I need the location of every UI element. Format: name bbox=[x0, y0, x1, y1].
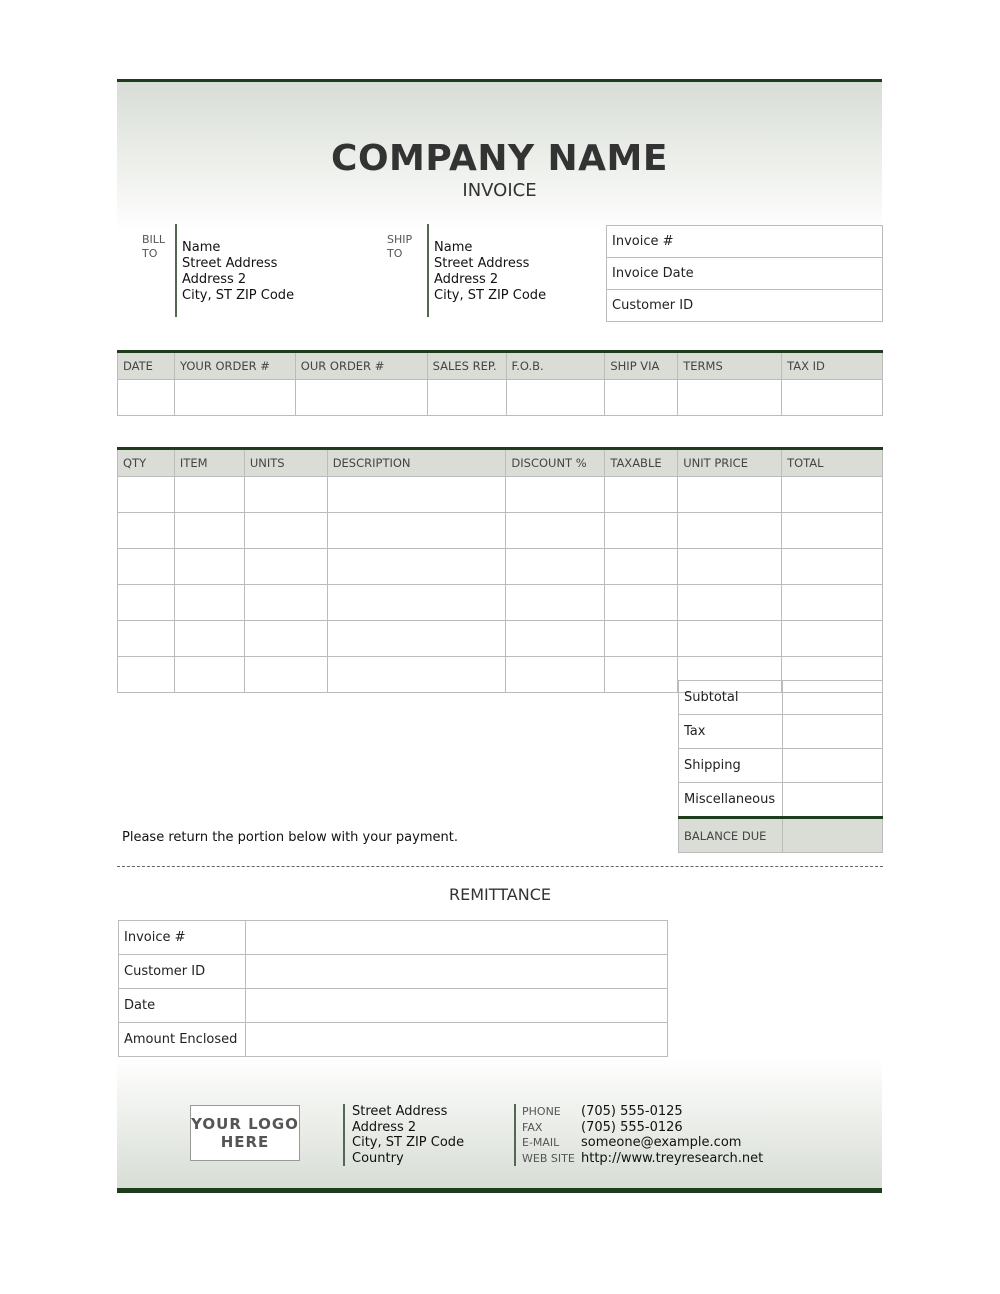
item-cell[interactable] bbox=[174, 621, 244, 657]
invoice-info-table bbox=[606, 225, 883, 322]
item-cell[interactable] bbox=[605, 585, 678, 621]
item-cell[interactable] bbox=[244, 513, 327, 549]
email-label: E-MAIL bbox=[522, 1136, 560, 1149]
item-cell[interactable] bbox=[605, 621, 678, 657]
ship-to-city: City, ST ZIP Code bbox=[434, 288, 547, 303]
invoice-date-row[interactable] bbox=[607, 258, 883, 290]
table-row bbox=[118, 621, 883, 657]
order-info-table bbox=[117, 350, 883, 416]
col-ship-via: SHIP VIA bbox=[605, 352, 678, 380]
contact-email bbox=[522, 1135, 763, 1151]
bill-to-street: Street Address bbox=[182, 256, 278, 271]
item-cell[interactable] bbox=[118, 549, 175, 585]
item-cell[interactable] bbox=[327, 477, 506, 513]
footer-city: City, ST ZIP Code bbox=[352, 1135, 465, 1150]
tax-label: Tax bbox=[679, 715, 783, 749]
misc-row bbox=[679, 783, 883, 818]
ship-via-cell[interactable] bbox=[605, 380, 678, 416]
balance-due-label: BALANCE DUE bbox=[679, 818, 783, 853]
item-cell[interactable] bbox=[118, 621, 175, 657]
item-cell[interactable] bbox=[118, 585, 175, 621]
footer-country: Country bbox=[352, 1150, 404, 1166]
remit-invoice-label: Invoice # bbox=[119, 921, 246, 955]
item-cell[interactable] bbox=[506, 549, 605, 585]
date-cell[interactable] bbox=[118, 380, 175, 416]
col-tax-id: TAX ID bbox=[782, 352, 883, 380]
website-link[interactable]: http://www.treyresearch.net bbox=[581, 1150, 764, 1166]
item-cell[interactable] bbox=[118, 513, 175, 549]
item-cell[interactable] bbox=[678, 585, 782, 621]
contact-phone bbox=[522, 1104, 763, 1120]
ship-to-address2: Address 2 bbox=[434, 272, 499, 287]
item-cell[interactable] bbox=[506, 513, 605, 549]
items-header-row bbox=[118, 449, 883, 477]
balance-due-row bbox=[679, 818, 883, 853]
your-order-cell[interactable] bbox=[174, 380, 295, 416]
item-cell[interactable] bbox=[174, 549, 244, 585]
bill-to-address[interactable] bbox=[175, 224, 294, 317]
col-our-order: OUR ORDER # bbox=[295, 352, 427, 380]
table-row bbox=[118, 549, 883, 585]
logo-placeholder[interactable] bbox=[190, 1105, 300, 1161]
item-cell[interactable] bbox=[118, 657, 175, 693]
item-cell[interactable] bbox=[118, 477, 175, 513]
remit-invoice-row bbox=[119, 921, 668, 955]
table-row bbox=[118, 477, 883, 513]
remit-date-label: Date bbox=[119, 989, 246, 1023]
remit-customer-row bbox=[119, 955, 668, 989]
customer-id-row[interactable] bbox=[607, 290, 883, 322]
item-cell[interactable] bbox=[605, 657, 678, 693]
terms-cell[interactable] bbox=[678, 380, 782, 416]
item-cell[interactable] bbox=[327, 585, 506, 621]
ship-to-name: Name bbox=[434, 240, 473, 255]
remittance-table bbox=[118, 920, 668, 1057]
item-cell[interactable] bbox=[327, 513, 506, 549]
shipping-label: Shipping bbox=[679, 749, 783, 783]
logo-text-line2: HERE bbox=[220, 1133, 270, 1151]
item-cell[interactable] bbox=[678, 477, 782, 513]
col-terms: TERMS bbox=[678, 352, 782, 380]
remit-customer-value[interactable] bbox=[246, 955, 668, 989]
item-cell[interactable] bbox=[605, 477, 678, 513]
remit-amount-row bbox=[119, 1023, 668, 1057]
item-cell[interactable] bbox=[244, 477, 327, 513]
shipping-row bbox=[679, 749, 883, 783]
col-qty: QTY bbox=[118, 449, 175, 477]
phone-value: (705) 555-0125 bbox=[581, 1104, 683, 1119]
table-row bbox=[118, 513, 883, 549]
fax-value: (705) 555-0126 bbox=[581, 1119, 683, 1135]
item-cell[interactable] bbox=[244, 621, 327, 657]
item-cell[interactable] bbox=[327, 621, 506, 657]
contact-website bbox=[522, 1151, 763, 1167]
phone-label: PHONE bbox=[522, 1105, 561, 1118]
our-order-cell[interactable] bbox=[295, 380, 427, 416]
bill-to-name: Name bbox=[182, 240, 221, 255]
remit-invoice-value[interactable] bbox=[246, 921, 668, 955]
document-title: INVOICE bbox=[462, 180, 537, 201]
item-cell[interactable] bbox=[678, 513, 782, 549]
ship-to-street: Street Address bbox=[434, 256, 530, 271]
shipping-value[interactable] bbox=[782, 749, 882, 783]
item-cell[interactable] bbox=[782, 513, 883, 549]
col-description: DESCRIPTION bbox=[327, 449, 506, 477]
item-cell[interactable] bbox=[605, 549, 678, 585]
company-name: COMPANY NAME bbox=[331, 138, 668, 179]
item-cell[interactable] bbox=[244, 585, 327, 621]
item-cell[interactable] bbox=[506, 585, 605, 621]
tax-value[interactable] bbox=[782, 715, 882, 749]
col-date: DATE bbox=[118, 352, 175, 380]
remit-amount-label: Amount Enclosed bbox=[119, 1023, 246, 1057]
col-fob: F.O.B. bbox=[506, 352, 605, 380]
item-cell[interactable] bbox=[782, 549, 883, 585]
footer-contact bbox=[514, 1104, 763, 1166]
invoice-date-label: Invoice Date bbox=[607, 258, 883, 290]
subtotal-value[interactable] bbox=[782, 681, 882, 715]
item-cell[interactable] bbox=[678, 621, 782, 657]
remit-customer-label: Customer ID bbox=[119, 955, 246, 989]
bill-to-label: BILL TO bbox=[142, 233, 166, 260]
item-cell[interactable] bbox=[506, 477, 605, 513]
fax-label: FAX bbox=[522, 1120, 543, 1134]
remittance-title: REMITTANCE bbox=[449, 885, 551, 904]
ship-to-address[interactable] bbox=[427, 224, 546, 317]
subtotal-row bbox=[679, 681, 883, 715]
line-items-table bbox=[117, 447, 883, 693]
ship-to-label: SHIP TO bbox=[387, 233, 413, 260]
item-cell[interactable] bbox=[678, 549, 782, 585]
misc-label: Miscellaneous bbox=[679, 783, 783, 818]
item-cell[interactable] bbox=[782, 621, 883, 657]
remit-date-value[interactable] bbox=[246, 989, 668, 1023]
remit-date-row bbox=[119, 989, 668, 1023]
col-unit-price: UNIT PRICE bbox=[678, 449, 782, 477]
email-value[interactable]: someone@example.com bbox=[581, 1135, 742, 1150]
misc-value[interactable] bbox=[782, 783, 882, 818]
item-cell[interactable] bbox=[327, 549, 506, 585]
footer-address2: Address 2 bbox=[352, 1119, 417, 1135]
totals-table bbox=[678, 680, 883, 853]
item-cell[interactable] bbox=[174, 657, 244, 693]
item-cell[interactable] bbox=[174, 513, 244, 549]
col-total: TOTAL bbox=[782, 449, 883, 477]
subtotal-label: Subtotal bbox=[679, 681, 783, 715]
item-cell[interactable] bbox=[782, 477, 883, 513]
order-values-row bbox=[118, 380, 883, 416]
tax-row bbox=[679, 715, 883, 749]
footer-street: Street Address bbox=[352, 1104, 448, 1119]
col-sales-rep: SALES REP. bbox=[427, 352, 506, 380]
item-cell[interactable] bbox=[244, 657, 327, 693]
sales-rep-cell[interactable] bbox=[427, 380, 506, 416]
item-cell[interactable] bbox=[782, 585, 883, 621]
bill-to-address2: Address 2 bbox=[182, 272, 247, 287]
invoice-number-row[interactable] bbox=[607, 226, 883, 258]
item-cell[interactable] bbox=[244, 549, 327, 585]
cut-line-divider bbox=[117, 866, 883, 867]
website-label: WEB SITE bbox=[522, 1151, 575, 1165]
customer-id-label: Customer ID bbox=[607, 290, 883, 322]
col-taxable: TAXABLE bbox=[605, 449, 678, 477]
contact-fax bbox=[522, 1120, 763, 1136]
return-note: Please return the portion below with your payment. bbox=[122, 830, 458, 845]
item-cell[interactable] bbox=[605, 513, 678, 549]
logo-text-line1: YOUR LOGO bbox=[191, 1115, 299, 1133]
bill-to-city: City, ST ZIP Code bbox=[182, 288, 295, 303]
balance-due-value[interactable] bbox=[782, 818, 882, 853]
remit-amount-value[interactable] bbox=[246, 1023, 668, 1057]
col-item: ITEM bbox=[174, 449, 244, 477]
item-cell[interactable] bbox=[506, 657, 605, 693]
item-cell[interactable] bbox=[174, 585, 244, 621]
invoice-number-label: Invoice # bbox=[607, 226, 883, 258]
item-cell[interactable] bbox=[327, 657, 506, 693]
tax-id-cell[interactable] bbox=[782, 380, 883, 416]
col-units: UNITS bbox=[244, 449, 327, 477]
footer-address bbox=[343, 1104, 464, 1166]
col-discount: DISCOUNT % bbox=[506, 449, 605, 477]
table-row bbox=[118, 585, 883, 621]
fob-cell[interactable] bbox=[506, 380, 605, 416]
item-cell[interactable] bbox=[174, 477, 244, 513]
item-cell[interactable] bbox=[506, 621, 605, 657]
order-header-row bbox=[118, 352, 883, 380]
col-your-order: YOUR ORDER # bbox=[174, 352, 295, 380]
